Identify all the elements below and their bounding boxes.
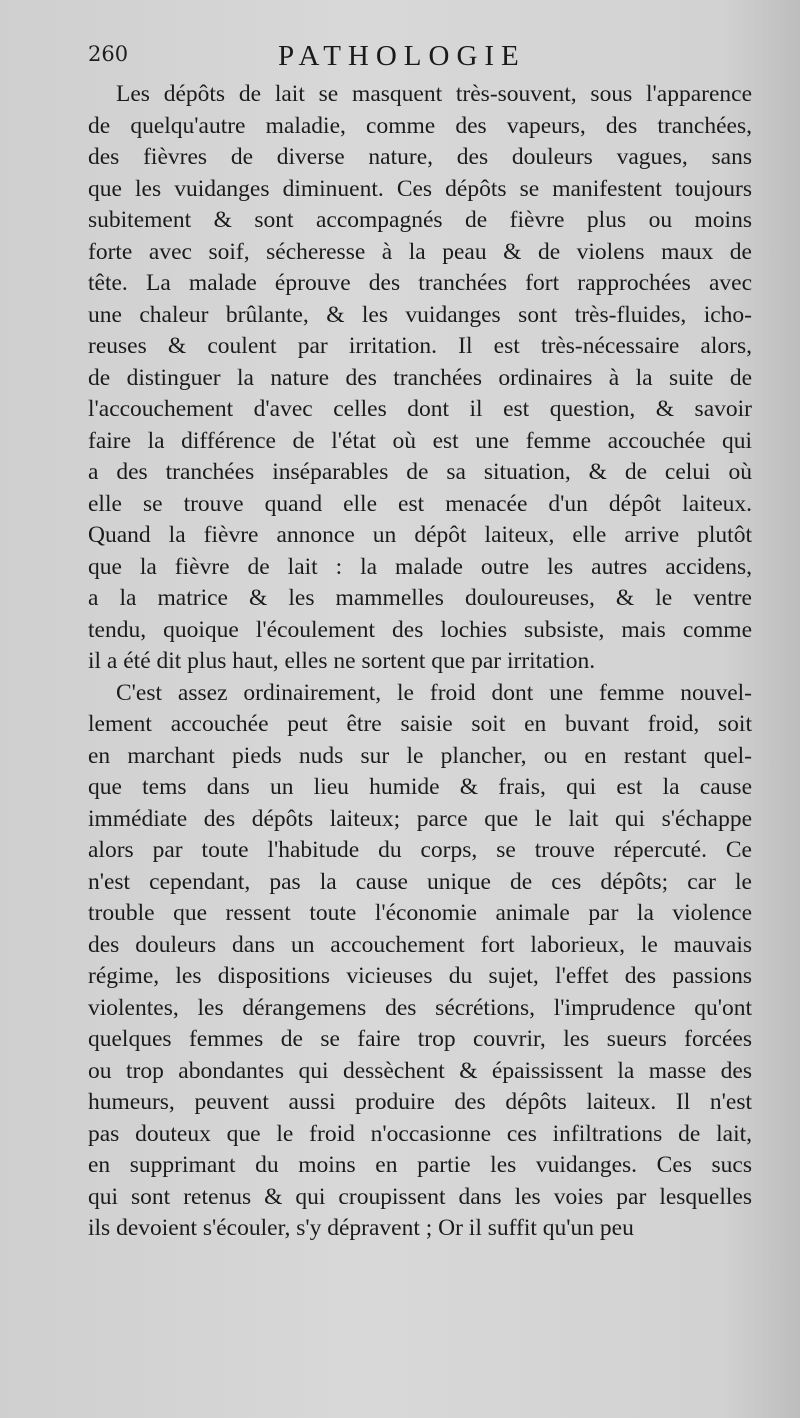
text-line: trouble que ressent toute l'économie animale par la violence (88, 900, 752, 926)
text-line: forte avec soif, sécheresse à la peau & de violens maux de (88, 238, 752, 265)
text-line: humeurs, peuvent aussi produire des dépôts laiteux. Il n'est (88, 1089, 752, 1115)
text-line: faire la différence de l'état où est une femme accouchée qui (88, 427, 752, 454)
text-line: une chaleur brûlante, & les vuidanges sont très-fluides, icho- (88, 301, 752, 328)
text-line: des fièvres de diverse nature, des douleurs vagues, sans (88, 144, 752, 170)
text-line: C'est assez ordinairement, le froid dont une femme nouvel- (116, 679, 752, 706)
text-line: elle se trouve quand elle est menacée d'un dépôt laiteux. (88, 490, 752, 517)
text-line: alors par toute l'habitude du corps, se trouve répercuté. Ce (88, 837, 752, 863)
text-line: Quand la fièvre annonce un dépôt laiteux, elle arrive plutôt (88, 522, 752, 548)
text-line: Les dépôts de lait se masquent très-souvent, sous l'apparence (116, 81, 752, 107)
text-line: immédiate des dépôts laiteux; parce que le lait qui s'échappe (88, 805, 752, 832)
text-line: des douleurs dans un accouchement fort laborieux, le mauvais (88, 931, 752, 958)
text-line: que les vuidanges diminuent. Ces dépôts se manifestent toujours (88, 175, 752, 202)
text-line: tendu, quoique l'écoulement des lochies subsiste, mais comme (88, 616, 752, 643)
page-title: PATHOLOGIE (278, 40, 526, 72)
text-line: que tems dans un lieu humide & frais, qui est la cause (88, 774, 752, 800)
text-line: ou trop abondantes qui dessèchent & épaississent la masse des (88, 1057, 752, 1084)
text-line: il a été dit plus haut, elles ne sortent que par irritation. (88, 648, 596, 674)
text-line: en supprimant du moins en partie les vuidanges. Ces sucs (88, 1152, 752, 1178)
text-line: a la matrice & les mammelles douloureuses, & le ventre (88, 585, 752, 611)
paragraph (88, 678, 752, 1245)
text-line: ils devoient s'écouler, s'y dépravent ; Or il suffit qu'un peu (88, 1215, 634, 1241)
text-line: régime, les dispositions vicieuses du sujet, l'effet des passions (88, 963, 752, 989)
text-line: lement accouchée peut être saisie soit en buvant froid, soit (88, 711, 752, 737)
text-line: en marchant pieds nuds sur le plancher, ou en restant quel- (88, 742, 752, 769)
text-line: n'est cependant, pas la cause unique de ces dépôts; car le (88, 868, 752, 895)
text-line: qui sont retenus & qui croupissent dans les voies par lesquelles (88, 1183, 752, 1210)
text-line: pas douteux que le froid n'occasionne ces infiltrations de lait, (88, 1120, 752, 1147)
text-line: de quelqu'autre maladie, comme des vapeurs, des tranchées, (88, 112, 752, 139)
page-number: 260 (88, 42, 129, 66)
text-line: violentes, les dérangemens des sécrétions, l'imprudence qu'ont (88, 994, 752, 1021)
running-head (88, 40, 748, 80)
body-text (88, 79, 752, 1245)
text-line: a des tranchées inséparables de sa situation, & de celui où (88, 459, 752, 485)
text-line: quelques femmes de se faire trop couvrir, les sueurs forcées (88, 1026, 752, 1052)
text-line: subitement & sont accompagnés de fièvre plus ou moins (88, 207, 752, 233)
text-line: tête. La malade éprouve des tranchées fort rapprochées avec (88, 270, 752, 296)
text-line: de distinguer la nature des tranchées ordinaires à la suite de (88, 364, 752, 391)
paragraph (88, 79, 752, 678)
text-line: l'accouchement d'avec celles dont il est question, & savoir (88, 396, 752, 422)
text-line: que la fièvre de lait : la malade outre les autres accidens, (88, 553, 752, 580)
text-line: reuses & coulent par irritation. Il est très-nécessaire alors, (88, 333, 752, 359)
